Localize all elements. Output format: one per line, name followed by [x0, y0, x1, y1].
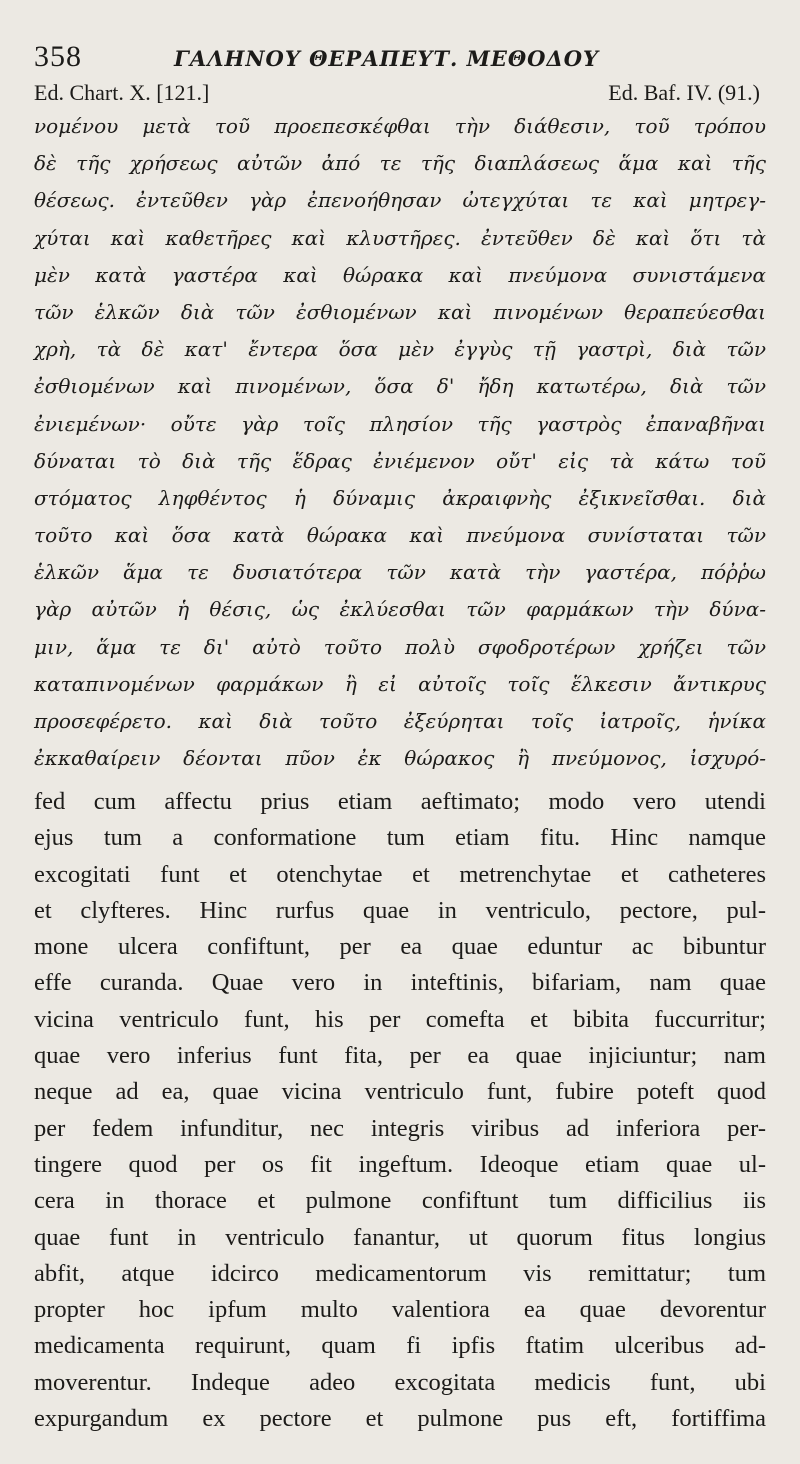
page-number: 358 [34, 40, 82, 73]
greek-text-line: χρὴ, τὰ δὲ κατ' ἔντερα ὅσα μὲν ἐγγὺς τῇ γαστρὶ, διὰ τῶν [34, 337, 766, 362]
greek-text-line: στόματος ληφθέντος ἡ δύναμις ἀκραιφνὴς ἐξικνεῖσθαι. διὰ [34, 485, 766, 510]
greek-text-line: ἐσθιομένων καὶ πινομένων, ὅσα δ' ἤδη κατωτέρω, διὰ τῶν [34, 374, 766, 399]
greek-text-line: δὲ τῆς χρήσεως αὐτῶν ἀπό τε τῆς διαπλάσεως ἅμα καὶ τῆς [34, 151, 766, 176]
running-head [34, 40, 766, 78]
greek-text-line: θέσεως. ἐντεῦθεν γὰρ ἐπενοήθησαν ὠτεγχύται τε καὶ μητρεγ- [34, 188, 766, 213]
latin-text-line: effe curanda. Quae vero in inteftinis, bifariam, nam quae [34, 969, 766, 997]
greek-text-line: τοῦτο καὶ ὅσα κατὰ θώρακα καὶ πνεύμονα συνίσταται τῶν [34, 523, 766, 548]
latin-text-line: medicamenta requirunt, quam fi ipfis ftatim ulceribus ad- [34, 1332, 766, 1360]
greek-text-line: προσεφέρετο. καὶ διὰ τοῦτο ἐξεύρηται τοῖς ἰατροῖς, ἡνίκα [34, 709, 766, 733]
greek-text-line: καταπινομένων φαρμάκων ἢ εἰ αὐτοῖς τοῖς ἕλκεσιν ἄντικρυς [34, 671, 766, 696]
greek-text-block [34, 108, 766, 777]
latin-text-line: tingere quod per os fit ingeftum. Ideoque etiam quae ul- [34, 1150, 766, 1178]
edition-reference-line [34, 78, 766, 108]
latin-text-line: moverentur. Indeque adeo excogitata medicis funt, ubi [34, 1368, 766, 1396]
latin-text-line: quae funt in ventriculo fanantur, ut quorum fitus longius [34, 1223, 766, 1251]
latin-text-line: propter hoc ipfum multo valentiora ea quae devorentur [34, 1296, 766, 1324]
latin-text-line: expurgandum ex pectore et pulmone pus eft, fortiffima [34, 1405, 766, 1433]
greek-text-line: ἐκκαθαίρειν δέονται πῦον ἐκ θώρακος ἢ πνεύμονος, ἰσχυρό- [34, 746, 766, 771]
edition-basel-reference: Ed. Baf. IV. (91.) [608, 80, 760, 105]
greek-text-line: τῶν ἑλκῶν διὰ τῶν ἐσθιομένων καὶ πινομένων θεραπεύεσθαι [34, 299, 766, 324]
greek-text-line: ἑλκῶν ἅμα τε δυσιατότερα τῶν κατὰ τὴν γαστέρα, πόῤῥω [34, 560, 766, 585]
latin-text-line: neque ad ea, quae vicina ventriculo funt, fubire poteft quod [34, 1078, 766, 1106]
edition-chartier-reference: Ed. Chart. X. [121.] [34, 80, 210, 105]
greek-text-line: γὰρ αὐτῶν ἡ θέσις, ὡς ἐκλύεσθαι τῶν φαρμάκων τὴν δύνα- [34, 597, 766, 622]
latin-text-line: et clyfteres. Hinc rurfus quae in ventriculo, pectore, pul- [34, 896, 766, 924]
running-title: ΓΑΛΗΝΟΥ ΘΕΡΑΠΕΥΤ. ΜΕΘΟΔΟΥ [174, 46, 600, 71]
greek-text-line: δύναται τὸ διὰ τῆς ἕδρας ἐνιέμενον οὔτ' εἰς τὰ κάτω τοῦ [34, 448, 766, 473]
latin-text-line: fed cum affectu prius etiam aeftimato; modo vero utendi [34, 788, 766, 815]
latin-text-line: abfit, atque idcirco medicamentorum vis remittatur; tum [34, 1259, 766, 1287]
greek-text-line: ἐνιεμένων· οὔτε γὰρ τοῖς πλησίον τῆς γαστρὸς ἐπαναβῆναι [34, 411, 766, 436]
latin-text-line: mone ulcera confiftunt, per ea quae eduntur ac bibuntur [34, 933, 766, 961]
latin-text-line: excogitati funt et otenchytae et metrenchytae et catheteres [34, 860, 766, 888]
latin-text-line: per fedem infunditur, nec integris viribus ad inferiora per- [34, 1114, 766, 1142]
greek-text-line: μὲν κατὰ γαστέρα καὶ θώρακα καὶ πνεύμονα συνιστάμενα [34, 262, 766, 287]
latin-text-line: vicina ventriculo funt, his per comefta et bibita fuccurritur; [34, 1005, 766, 1033]
latin-text-line: quae vero inferius funt fita, per ea quae injiciuntur; nam [34, 1042, 766, 1070]
latin-text-line: ejus tum a conformatione tum etiam fitu. Hinc namque [34, 824, 766, 852]
greek-text-line: χύται καὶ καθετῆρες καὶ κλυστῆρες. ἐντεῦθεν δὲ καὶ ὅτι τὰ [34, 225, 766, 250]
latin-text-block [34, 784, 766, 1437]
greek-text-line: νομένου μετὰ τοῦ προεπεσκέφθαι τὴν διάθεσιν, τοῦ τρόπου [34, 114, 766, 138]
greek-text-line: μιν, ἅμα τε δι' αὐτὸ τοῦτο πολὺ σφοδροτέρων χρήζει τῶν [34, 634, 766, 659]
latin-text-line: cera in thorace et pulmone confiftunt tum difficilius iis [34, 1187, 766, 1215]
